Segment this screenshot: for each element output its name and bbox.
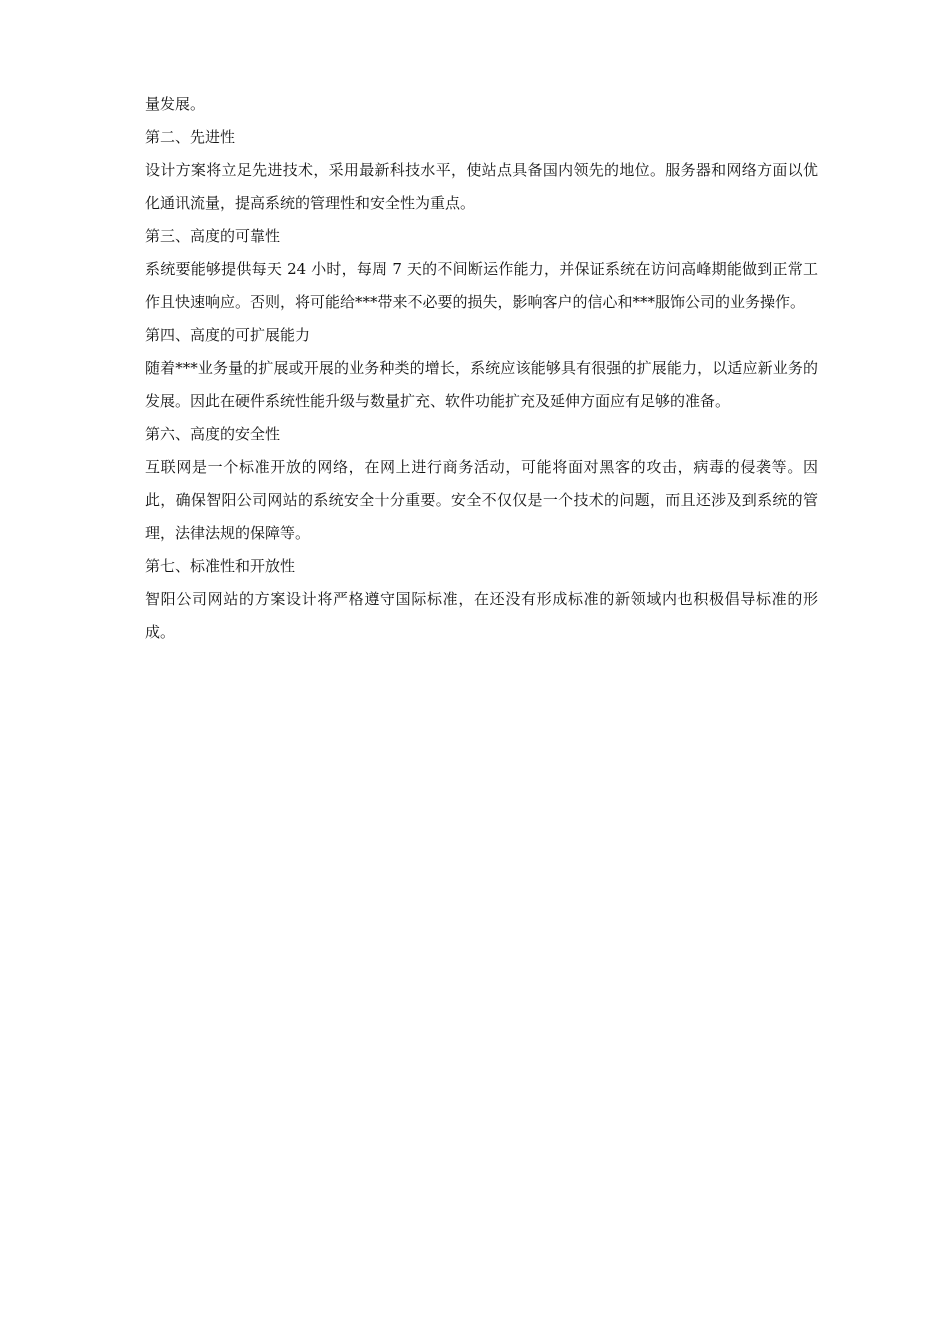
document-body (145, 88, 818, 649)
paragraph-standards: 智阳公司网站的方案设计将严格遵守国际标准，在还没有形成标准的新领域内也积极倡导标准的形成。 (145, 590, 818, 641)
paragraph-continuation: 量发展。 (145, 95, 206, 113)
paragraph-reliability: 系统要能够提供每天 24 小时，每周 7 天的不间断运作能力，并保证系统在访问高峰期能做到正常工作且快速响应。否则，将可能给***带来不必要的损失，影响客户的信心和***服饰公司的业务操作。 (145, 260, 818, 311)
paragraph-advanced: 设计方案将立足先进技术，采用最新科技水平，使站点具备国内领先的地位。服务器和网络方面以优化通讯流量，提高系统的管理性和安全性为重点。 (145, 161, 818, 212)
section-heading-advanced: 第二、先进性 (145, 128, 236, 146)
paragraph-security: 互联网是一个标准开放的网络，在网上进行商务活动，可能将面对黑客的攻击，病毒的侵袭等。因此，确保智阳公司网站的系统安全十分重要。安全不仅仅是一个技术的问题，而且还涉及到系统的管理，法律法规的保障等。 (145, 458, 818, 542)
section-heading-scalability: 第四、高度的可扩展能力 (145, 326, 311, 344)
section-heading-standards: 第七、标准性和开放性 (145, 557, 296, 575)
paragraph-scalability: 随着***业务量的扩展或开展的业务种类的增长，系统应该能够具有很强的扩展能力，以适应新业务的发展。因此在硬件系统性能升级与数量扩充、软件功能扩充及延伸方面应有足够的准备。 (145, 359, 818, 410)
section-heading-reliability: 第三、高度的可靠性 (145, 227, 281, 245)
section-heading-security: 第六、高度的安全性 (145, 425, 281, 443)
